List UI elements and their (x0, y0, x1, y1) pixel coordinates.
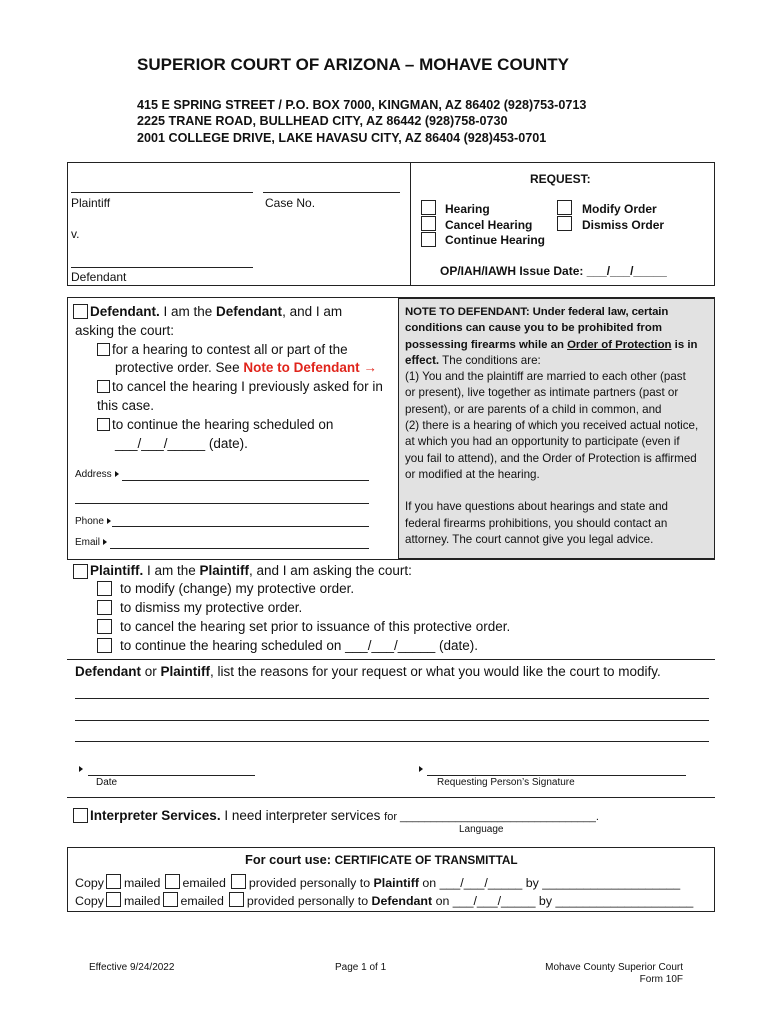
interpreter-checkbox[interactable] (73, 808, 88, 823)
arrow-right-icon (115, 471, 119, 477)
plaintiff-lead-c: , and I am asking the court: (249, 563, 412, 578)
row2-prov-c: on ___/___/_____ by (432, 894, 556, 908)
email-line[interactable] (110, 548, 369, 549)
phone-line[interactable] (112, 526, 369, 527)
date-signature-line[interactable] (88, 775, 255, 776)
note-line-10: you fail to attend), and the Order of Protection is affirmed (405, 451, 697, 465)
address-label (75, 469, 119, 480)
email-label-text: Email (75, 537, 101, 548)
row1-prov-b: Plaintiff (373, 876, 419, 890)
defendant-lead-b: Defendant (216, 304, 283, 319)
note-line-5: (1) You and the plaintiff are married to each other (past (405, 370, 686, 384)
modify-order-checkbox[interactable] (557, 200, 572, 215)
defendant-name-line[interactable] (71, 267, 253, 268)
address-bullhead: 2225 TRANE ROAD, BULLHEAD CITY, AZ 86442 (928)758-0730 (137, 114, 508, 128)
footer-court-name: Mohave County Superior Court (545, 962, 683, 973)
issue-date-field[interactable]: OP/IAH/IAWH Issue Date: ___/___/_____ (440, 264, 667, 278)
row1-prov-a: provided personally to (248, 876, 374, 890)
note-line-11: or modified at the hearing. (405, 467, 540, 481)
phone-label (75, 516, 111, 527)
hearing-option-label: Hearing (445, 202, 490, 216)
row1-prov-c: on ___/___/_____ by (418, 876, 543, 890)
defendant-lead-a: I am the (159, 304, 217, 319)
note-to-defendant-link[interactable]: Note to Defendant → (243, 360, 377, 375)
reasons-line-3[interactable] (75, 741, 709, 742)
continue-hearing-option-label: Continue Hearing (445, 233, 546, 247)
reasons-d: , list the reasons for your request or what you would like the court to modify. (210, 664, 661, 679)
row1-mailed-checkbox[interactable] (106, 874, 121, 889)
date-label: Date (96, 777, 118, 788)
request-label: REQUEST: (530, 172, 591, 186)
plaintiff-modify-checkbox[interactable] (97, 581, 112, 596)
defendant-opt1-line2 (115, 360, 377, 375)
page-number: Page 1 of 1 (335, 962, 387, 973)
hearing-checkbox[interactable] (421, 200, 436, 215)
arrow-right-icon (419, 766, 423, 772)
transmittal-row-2 (75, 892, 693, 908)
plaintiff-opt4: to continue the hearing scheduled on ___/___/_____ (date). (120, 638, 479, 653)
plaintiff-label: Plaintiff (71, 196, 111, 210)
dismiss-order-option-label: Dismiss Order (582, 218, 665, 232)
row2-emailed: emailed (180, 894, 224, 908)
defendant-opt3-line1: to continue the hearing scheduled on (112, 417, 334, 432)
address-line-1[interactable] (122, 480, 369, 481)
defendant-lead-bold: Defendant. (90, 304, 160, 319)
plaintiff-section-rule (67, 559, 715, 560)
reasons-a: Defendant (75, 664, 142, 679)
defendant-opt2-line1: to cancel the hearing I previously asked for in (112, 379, 383, 394)
requesting-signature-line[interactable] (427, 775, 686, 776)
continue-hearing-checkbox[interactable] (421, 232, 436, 247)
cancel-hearing-option-label: Cancel Hearing (445, 218, 533, 232)
effective-date: Effective 9/24/2022 (89, 962, 175, 973)
plaintiff-lead-text (90, 563, 412, 578)
row1-emailed-checkbox[interactable] (165, 874, 180, 889)
plaintiff-dismiss-checkbox[interactable] (97, 600, 112, 615)
case-number-label: Case No. (265, 196, 316, 210)
note-line-2: conditions can cause you to be prohibited from (405, 322, 662, 335)
interpreter-section-rule (67, 797, 715, 798)
row2-provided-checkbox[interactable] (229, 892, 244, 907)
note-to-defendant-text (405, 304, 713, 548)
note-line-9: at which you had an opportunity to participate (even if (405, 435, 680, 449)
note-line-7: present), or are parents of a child in common, and (405, 402, 662, 416)
reasons-b: or (141, 664, 161, 679)
reasons-line-1[interactable] (75, 698, 709, 699)
row1-by-line[interactable]: ____________________ (542, 876, 681, 890)
address-havasu: 2001 COLLEGE DRIVE, LAKE HAVASU CITY, AZ 86404 (928)453-0701 (137, 131, 547, 145)
note-line-1: NOTE TO DEFENDANT: Under federal law, certain (405, 306, 669, 318)
modify-order-option-label: Modify Order (582, 202, 657, 216)
plaintiff-opt1: to modify (change) my protective order. (120, 581, 355, 596)
interpreter-body: I need interpreter services (220, 808, 385, 823)
section-rule-left (67, 297, 68, 559)
arrow-right-icon (103, 539, 107, 545)
note-line-12: If you have questions about hearings and state and (405, 500, 668, 514)
row2-emailed-checkbox[interactable] (163, 892, 178, 907)
note-line-8: (2) there is a hearing of which you received actual notice, (405, 419, 699, 433)
plaintiff-lead-b: Plaintiff (199, 563, 250, 578)
defendant-opt1-line1: for a hearing to contest all or part of the (112, 342, 348, 357)
defendant-opt2-line2: this case. (97, 398, 155, 413)
defendant-label: Defendant (71, 270, 127, 284)
interpreter-language-field[interactable]: for ________________________________. (384, 811, 599, 823)
defendant-opt3-line2: ___/___/_____ (date). (115, 436, 248, 451)
email-label (75, 537, 107, 548)
court-use-title-b: CERTIFICATE OF TRANSMITTAL (334, 853, 518, 867)
address-label-text: Address (75, 469, 112, 480)
transmittal-row-1 (75, 874, 680, 890)
defendant-continue-checkbox[interactable] (97, 418, 110, 431)
phone-label-text: Phone (75, 516, 104, 527)
row1-copy: Copy (75, 876, 104, 890)
interpreter-bold: Interpreter Services. (90, 808, 221, 823)
cancel-hearing-checkbox[interactable] (421, 216, 436, 231)
language-label: Language (459, 824, 504, 835)
plaintiff-name-line[interactable] (71, 192, 253, 193)
interpreter-text (90, 808, 599, 823)
note-line-13: federal firearms prohibitions, you should contact an (405, 516, 668, 530)
address-line-2[interactable] (75, 503, 369, 504)
footer-form-number: Form 10F (639, 974, 683, 985)
plaintiff-checkbox[interactable] (73, 564, 88, 579)
defendant-lead-line2: asking the court: (75, 323, 175, 338)
reasons-c: Plaintiff (160, 664, 211, 679)
note-line-14: attorney. The court cannot give you legal advice. (405, 532, 654, 546)
defendant-contest-checkbox[interactable] (97, 343, 110, 356)
reasons-section-rule (67, 659, 715, 660)
versus-label: v. (71, 227, 80, 241)
caption-divider-left (67, 162, 68, 286)
caption-divider (410, 162, 411, 286)
court-use-title (245, 852, 518, 867)
row1-mailed: mailed (123, 876, 161, 890)
court-use-title-a: For court use: (245, 852, 335, 867)
signature-label: Requesting Person’s Signature (437, 777, 575, 788)
row2-by-line[interactable]: ____________________ (555, 894, 694, 908)
defendant-lead-c: , and I am (282, 304, 343, 319)
note-line-3b: Order of Protection (567, 338, 672, 351)
row1-emailed: emailed (182, 876, 226, 890)
arrow-right-icon (107, 518, 111, 524)
plaintiff-lead-bold: Plaintiff. (90, 563, 144, 578)
arrow-right-icon (79, 766, 83, 772)
row1-provided-checkbox[interactable] (231, 874, 246, 889)
row2-copy: Copy (75, 894, 104, 908)
reasons-prompt (75, 664, 661, 679)
plaintiff-opt3: to cancel the hearing set prior to issuance of this protective order. (120, 619, 511, 634)
defendant-checkbox[interactable] (73, 304, 88, 319)
case-number-line[interactable] (263, 192, 400, 193)
defendant-cancel-checkbox[interactable] (97, 380, 110, 393)
note-line-4 (405, 353, 713, 369)
note-line-3a: possessing firearms while an (405, 338, 568, 351)
defendant-lead-text (90, 304, 342, 319)
plaintiff-lead-a: I am the (143, 563, 200, 578)
court-title: SUPERIOR COURT OF ARIZONA – MOHAVE COUNTY (137, 55, 569, 74)
note-line-4b: The conditions are: (439, 353, 541, 367)
plaintiff-cancel-checkbox[interactable] (97, 619, 112, 634)
plaintiff-opt2: to dismiss my protective order. (120, 600, 303, 615)
note-line-3 (405, 337, 713, 353)
row2-prov-a: provided personally to (246, 894, 372, 908)
note-line-6: or present), live together as intimate partners (past or (405, 386, 679, 400)
dismiss-order-checkbox[interactable] (557, 216, 572, 231)
note-line-3c: is in (671, 338, 698, 351)
row2-prov-b: Defendant (371, 894, 433, 908)
defendant-opt1-line2-text: protective order. See (115, 360, 244, 375)
plaintiff-continue-checkbox[interactable] (97, 638, 112, 653)
reasons-line-2[interactable] (75, 720, 709, 721)
row2-mailed: mailed (123, 894, 161, 908)
row2-mailed-checkbox[interactable] (106, 892, 121, 907)
address-kingman: 415 E SPRING STREET / P.O. BOX 7000, KINGMAN, AZ 86402 (928)753-0713 (137, 98, 587, 112)
note-line-4a: effect. (405, 353, 440, 367)
